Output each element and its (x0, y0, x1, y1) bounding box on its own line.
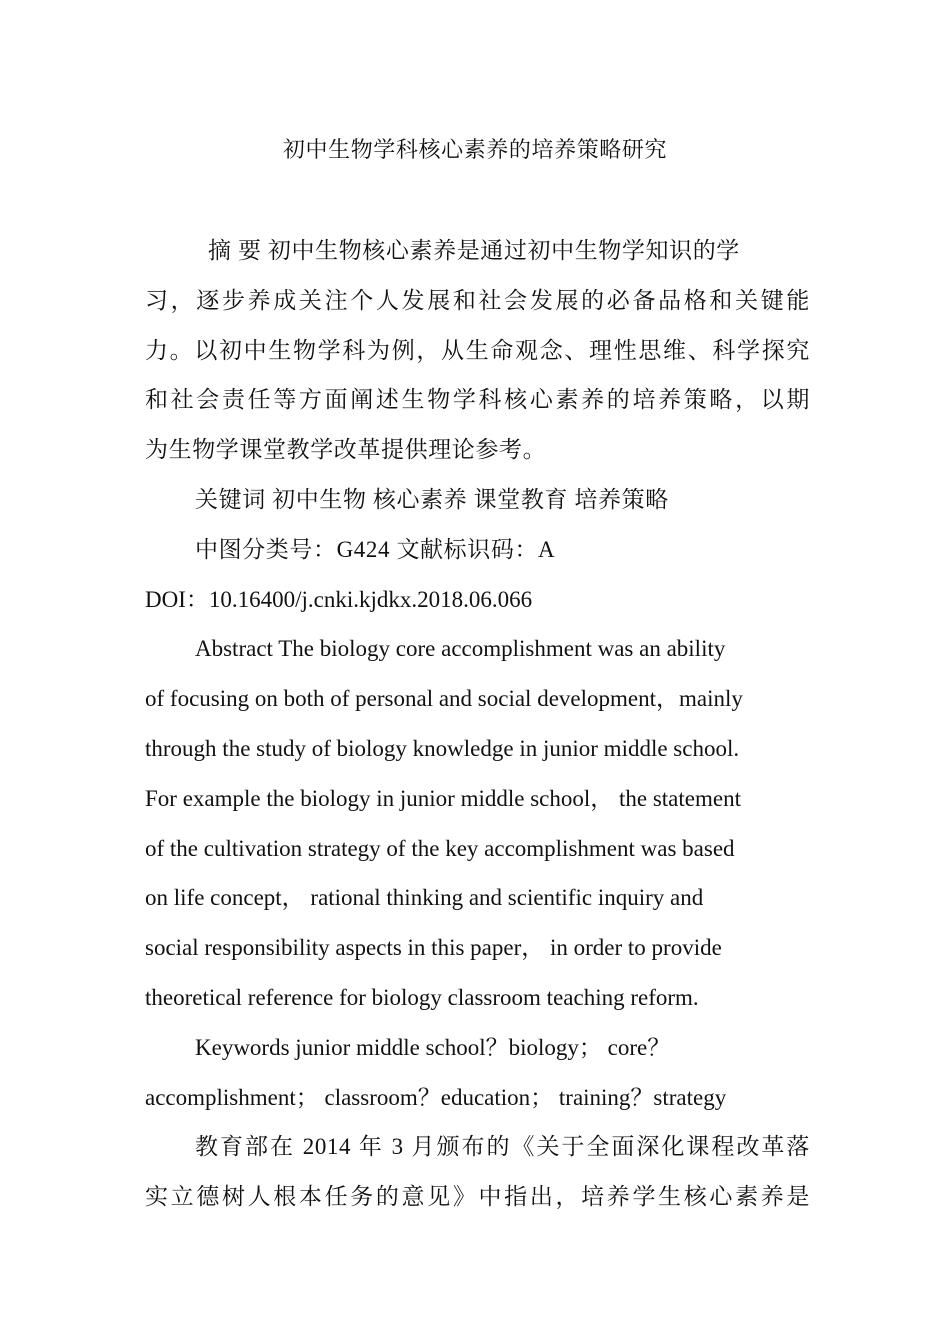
abstract-en-line: For example the biology in junior middle school， the statement (145, 785, 741, 811)
abstract-en-line: of the cultivation strategy of the key accomplishment was based (145, 835, 735, 861)
abstract-en-line: on life concept， rational thinking and scientific inquiry and (145, 885, 704, 911)
abstract-cn-line: 习，逐步养成关注个人发展和社会发展的必备品格和关键能 (145, 287, 810, 313)
abstract-en-line: through the study of biology knowledge in junior middle school. (145, 735, 740, 761)
keywords-cn: 关键词 初中生物 核心素养 课堂教育 培养策略 (195, 486, 669, 512)
page-title: 初中生物学科核心素养的培养策略研究 (282, 137, 668, 162)
body-paragraph-line: 实立德树人根本任务的意见》中指出，培养学生核心素养是 (145, 1184, 810, 1210)
classification-line: 中图分类号：G424 文献标识码：A (195, 536, 556, 562)
abstract-en-line: social responsibility aspects in this paper， in order to provide (145, 935, 722, 961)
abstract-cn-line: 力。以初中生物学科为例，从生命观念、理性思维、科学探究 (145, 337, 810, 363)
keywords-en-line: accomplishment； classroom？education； training？strategy (145, 1084, 727, 1110)
body-paragraph-line: 教育部在 2014 年 3 月颁布的《关于全面深化课程改革落 (195, 1134, 810, 1160)
document-body (145, 226, 810, 1222)
keywords-en-line: Keywords junior middle school？biology； core？ (195, 1034, 671, 1060)
doi-line: DOI：10.16400/j.cnki.kjdkx.2018.06.066 (145, 586, 533, 612)
abstract-en-line: Abstract The biology core accomplishment was an ability (195, 636, 726, 662)
abstract-cn-line: 和社会责任等方面阐述生物学科核心素养的培养策略，以期 (145, 387, 810, 413)
abstract-en-line: of focusing on both of personal and social development，mainly (145, 686, 743, 712)
abstract-cn-line: 为生物学课堂教学改革提供理论参考。 (145, 437, 547, 463)
abstract-en-line: theoretical reference for biology classroom teaching reform. (145, 984, 699, 1010)
abstract-cn-line: 摘 要 初中生物核心素养是通过初中生物学知识的学 (208, 238, 740, 263)
